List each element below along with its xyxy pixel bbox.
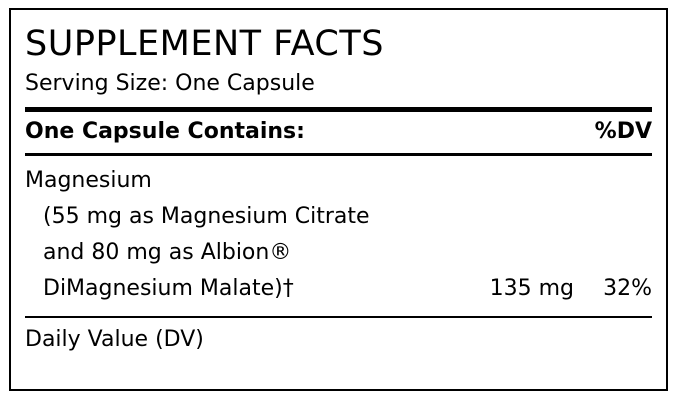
serving-size-text: Serving Size: One Capsule [25, 71, 315, 96]
table-header-row [25, 112, 652, 153]
supplement-facts-panel [9, 8, 668, 391]
nutrient-name: Magnesium [25, 168, 152, 193]
nutrient-row-magnesium [25, 156, 652, 307]
nutrient-amount: 135 mg [489, 276, 574, 301]
nutrient-detail-line-1: (55 mg as Magnesium Citrate [43, 204, 370, 229]
table-header-left-label: One Capsule Contains: [25, 119, 305, 144]
nutrient-detail-line-3: DiMagnesium Malate)† [43, 276, 294, 301]
nutrient-amount-row [25, 271, 652, 307]
nutrient-dv-value: 32% [603, 276, 652, 301]
daily-value-footnote: Daily Value (DV) [25, 327, 204, 352]
table-header-dv-label: %DV [594, 119, 652, 144]
panel-inner [25, 20, 652, 383]
nutrient-detail-line-2: and 80 mg as Albion® [43, 240, 292, 265]
page-title: SUPPLEMENT FACTS [25, 24, 384, 64]
